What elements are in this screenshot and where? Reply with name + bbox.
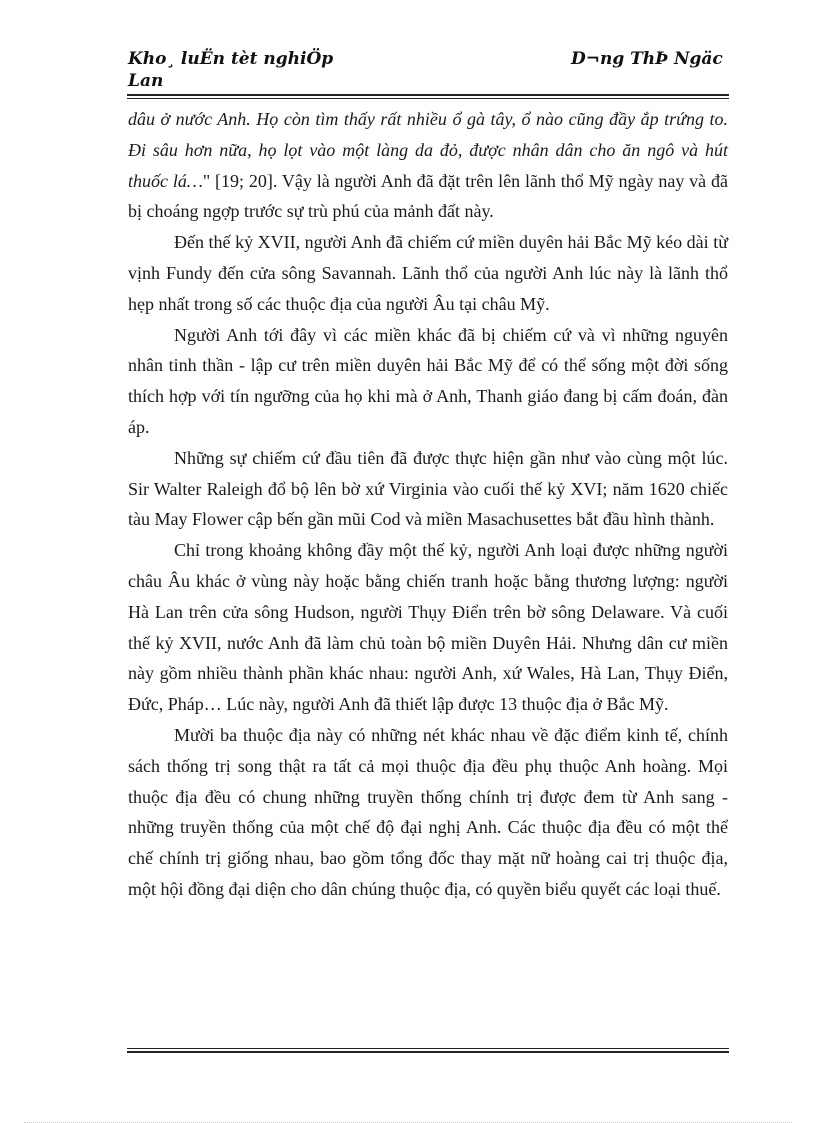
document-body	[128, 104, 728, 905]
paragraph-1: Đến thế kỷ XVII, người Anh đã chiếm cứ miền duyên hải Bắc Mỹ kéo dài từ vịnh Fundy đến cửa sông Savannah. Lãnh thổ của người Anh lúc này là lãnh thổ hẹp nhất trong số các thuộc địa của người Âu tại châu Mỹ.	[128, 232, 728, 314]
citation-text: " [19; 20]. Vậy là người Anh đã đặt trên lên lãnh thổ Mỹ ngày nay và đã bị choáng ngợp trước sự trù phú của mảnh đất này.	[128, 170, 728, 222]
paragraph-quote-continuation	[128, 104, 728, 227]
header-title-left: Kho¸ luËn tèt nghiÖp Lan	[128, 49, 334, 91]
header-divider	[127, 94, 729, 99]
quote-text: dâu ở nước Anh. Họ còn tìm thấy rất nhiều ổ gà tây, ổ nào cũng đầy ắp trứng to. Đi sâu hơn nữa, họ lọt vào một làng da đỏ, được nhân dân cho ăn ngô và hút thuốc lá…	[128, 109, 728, 191]
footer-divider	[127, 1048, 729, 1053]
paragraph-3: Những sự chiếm cứ đầu tiên đã được thực hiện gần như vào cùng một lúc. Sir Walter Raleigh đổ bộ lên bờ xứ Virginia vào cuối thế kỷ XVI; năm 1620 chiếc tàu May Flower cập bến gần mũi Cod và miền Masachusettes bắt đầu hình thành.	[128, 447, 728, 530]
paragraph-2: Người Anh tới đây vì các miền khác đã bị chiếm cứ và vì những nguyên nhân tinh thần - lập cư trên miền duyên hải Bắc Mỹ để có thể sống một đời sống thích hợp với tín ngưỡng của họ khi mà ở Anh, Thanh giáo đang bị cấm đoán, đàn áp.	[128, 324, 728, 437]
header-author-right: D¬ng ThÞ Ngäc	[571, 49, 723, 69]
paragraph-5: Mười ba thuộc địa này có những nét khác nhau về đặc điểm kinh tế, chính sách thống trị song thật ra tất cả mọi thuộc địa đều phụ thuộc Anh hoàng. Mọi thuộc địa đều có chung những truyền thống chính trị được đem từ Anh sang - những truyền thống của một chế độ đại nghị Anh. Các thuộc địa đều có một thể chế chính trị giống nhau, bao gồm tổng đốc thay mặt nữ hoàng cai trị thuộc địa, một hội đồng đại diện cho dân chúng thuộc địa, có quyền biểu quyết các loại thuế.	[128, 724, 728, 899]
paragraph-4: Chỉ trong khoảng không đầy một thế kỷ, người Anh loại được những người châu Âu khác ở vùng này hoặc bằng chiến tranh hoặc bằng thương lượng: người Hà Lan trên cửa sông Hudson, người Thụy Điển trên bờ sông Delaware. Và cuối thế kỷ XVII, nước Anh đã làm chủ toàn bộ miền Duyên Hải. Nhưng dân cư miền này gồm nhiều thành phần khác nhau: người Anh, xứ Wales, Hà Lan, Thụy Điển, Đức, Pháp… Lúc này, người Anh đã thiết lập được 13 thuộc địa ở Bắc Mỹ.	[128, 540, 728, 715]
